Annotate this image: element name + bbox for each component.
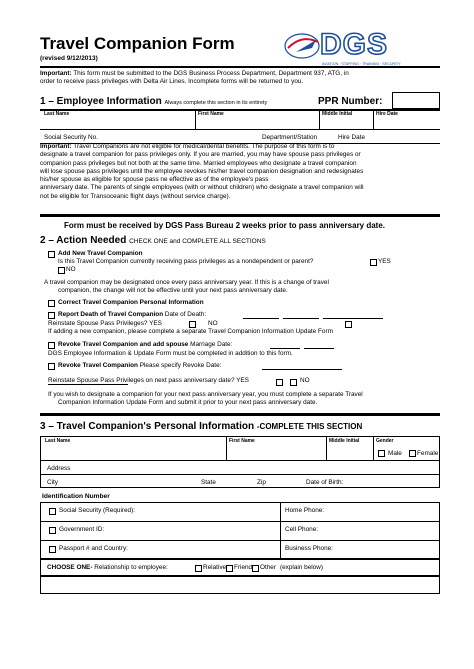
companion-col-first: First Name	[229, 438, 255, 444]
city-label: City	[47, 479, 59, 486]
companion-first-name-field[interactable]	[229, 446, 324, 458]
ppr-label: PPR Number:	[318, 96, 383, 107]
section2-title: 2 – Action Needed CHECK ONE and COMPLETE ALL SECTIONS	[40, 235, 266, 246]
logo-tagline: AVIATION · STAFFING · TRAINING · SECURITY	[322, 62, 401, 66]
revoke-date-label: Please specify Revoke Date:	[139, 362, 222, 369]
revoke-companion-checkbox[interactable]	[48, 363, 55, 370]
date-of-death-label: Date of Death:	[164, 311, 207, 318]
city-field[interactable]	[60, 477, 195, 487]
receiving-no-checkbox[interactable]	[58, 267, 65, 274]
business-phone-label: Business Phone:	[285, 545, 333, 552]
state-field[interactable]	[221, 477, 253, 487]
important-label: Important:	[40, 70, 72, 77]
passport-checkbox[interactable]	[49, 546, 56, 553]
employee-middle-initial-field[interactable]	[322, 117, 372, 128]
companion-col-gender: Gender	[376, 438, 394, 444]
revoke-date-field[interactable]	[262, 369, 342, 370]
col-first-name: First Name	[198, 111, 224, 117]
cell-phone-label: Cell Phone:	[285, 526, 319, 533]
correct-info-checkbox[interactable]	[48, 300, 55, 307]
home-phone-label: Home Phone:	[285, 507, 325, 514]
reinstate-next-no-checkbox[interactable]	[290, 379, 297, 386]
receiving-yes-checkbox[interactable]	[370, 259, 377, 266]
identification-heading: Identification Number	[42, 493, 110, 500]
section2-subtitle: CHECK ONE and COMPLETE ALL SECTIONS	[129, 238, 266, 245]
state-label: State	[201, 479, 216, 486]
important2-label: Important:	[40, 143, 72, 150]
relationship-line	[47, 564, 168, 571]
reinstate-no-checkbox[interactable]	[345, 321, 352, 328]
add-companion-question: Is this Travel Companion currently receiving pass privileges as a nondependent or parent?	[58, 258, 314, 265]
ssn-label: Social Security No.	[44, 134, 98, 141]
gender-female-checkbox[interactable]	[409, 450, 416, 457]
revoke-companion-label: Revoke Travel Companion	[58, 362, 138, 369]
col-hire-date: Hire Date	[376, 111, 398, 117]
section3-subtitle: -COMPLETE THIS SECTION	[256, 422, 363, 431]
revoke-add-spouse-row	[58, 341, 232, 348]
designate-note-line2: Companion Information Update Form and submit it prior to your next pass anniversary date.	[58, 399, 318, 406]
address-label: Address	[47, 465, 71, 472]
companion-ssn-label: Social Security (Required):	[59, 507, 136, 514]
employee-first-name-field[interactable]	[198, 117, 318, 128]
choose-one-label: CHOOSE ONE-	[47, 564, 93, 571]
employee-hire-date-field[interactable]	[376, 117, 438, 128]
address-field[interactable]	[78, 463, 438, 473]
relationship-label: Relationship to employee:	[94, 564, 168, 571]
dob-field[interactable]	[355, 477, 437, 487]
deadline-notice: Form must be received by DGS Pass Bureau 2 weeks prior to pass anniversary date.	[64, 221, 386, 230]
change-note-line1: A travel companion may be designated once every pass anniversary year. If this is a change of travel	[44, 279, 329, 286]
section-divider-2	[40, 413, 440, 416]
date-of-death-field[interactable]	[243, 318, 279, 319]
report-death-label: Report Death of Travel Companion	[58, 311, 164, 318]
revoke-add-spouse-checkbox[interactable]	[48, 342, 55, 349]
relative-label: Relative	[203, 564, 227, 571]
companion-middle-initial-field[interactable]	[329, 446, 371, 458]
gender-female-label: Female	[417, 450, 439, 457]
dob-label: Date of Birth:	[306, 479, 344, 486]
revoke-companion-row	[58, 362, 221, 369]
friend-label: Friend	[234, 564, 253, 571]
gov-id-label: Government ID:	[59, 526, 105, 533]
section3-title: 3 – Travel Companion's Personal Information -COMPLETE THIS SECTION	[40, 421, 363, 432]
marriage-date-field[interactable]	[270, 348, 300, 349]
reinstate-next-yes-checkbox[interactable]	[276, 379, 283, 386]
revoke-add-note: DGS Employee Information & Update Form must be completed in addition to this form.	[48, 350, 293, 357]
companion-col-middle: Middle Initial	[329, 438, 360, 444]
designate-note-line1: If you wish to designate a companion for your next pass anniversary year, you must complete a separate Travel	[48, 391, 363, 398]
companion-last-name-field[interactable]	[45, 446, 223, 458]
change-note-line2: companion, the change will not be effective until your next pass anniversary date.	[58, 287, 288, 294]
correct-info-label: Correct Travel Companion Personal Information	[58, 299, 204, 306]
friend-checkbox[interactable]	[226, 565, 233, 572]
revised-date: (revised 9/12/2013)	[40, 55, 98, 62]
important-line2: order to receive pass privileges with Delta Air Lines. Incomplete forms will be returned to you.	[40, 78, 304, 86]
marriage-date-label: Marriage Date:	[190, 341, 233, 348]
important-notice	[40, 70, 440, 87]
zip-label: Zip	[257, 479, 266, 486]
other-label: Other	[260, 564, 276, 571]
eligibility-notice: Important: Travel Companions are not eligible for medical/dental benefits. The purpose of this form is to designate a travel companion for pass privileges only. If you are married, you may have spouse pass privileges or companion pass privileges but not both at the same time. Married employees who designate a travel companion will lose spouse pass privileges until the employee revokes his/her travel companion designation and redesignates his/her spouse as eligible for spouse pass ne effective as of the employee's pass anniversary date. The parents of single employees (with or without children) who designate a travel companion will not be eligible for Transoceanic flight days (without service charge).	[40, 143, 364, 200]
gender-male-label: Male	[388, 450, 402, 457]
employee-last-name-field[interactable]	[44, 117, 194, 128]
receiving-no-label: NO	[66, 266, 76, 273]
important-line1: This form must be submitted to the DGS Business Process Department, Department 937, ATG, in	[73, 70, 349, 77]
gender-male-checkbox[interactable]	[378, 450, 385, 457]
explain-field[interactable]	[40, 576, 440, 594]
section-divider-1	[40, 214, 440, 217]
ppr-number-field[interactable]	[392, 92, 440, 109]
form-title: Travel Companion Form	[40, 34, 235, 53]
reinstate-question: Reinstate Spouse Pass Privileges? YES	[48, 320, 162, 327]
passport-label: Passport # and Country:	[59, 545, 128, 552]
reinstate-no-label: NO	[208, 320, 218, 327]
death-note: If adding a new companion, please complete a separate Travel Companion Information Update Form	[48, 328, 333, 335]
add-companion-checkbox[interactable]	[48, 251, 55, 258]
zip-field[interactable]	[271, 477, 303, 487]
companion-col-last: Last Name	[45, 438, 71, 444]
ssn-checkbox[interactable]	[49, 508, 56, 515]
col-middle-initial: Middle Initial	[322, 111, 353, 117]
reinstate-next-question: Reinstate Spouse Pass Privileges on next pass anniversary date? YES	[48, 377, 249, 384]
hire-date-label: Hire Date	[338, 134, 365, 141]
dgs-logo	[282, 26, 428, 70]
section1-title: 1 – Employee Information Always complete this section in its entirety	[40, 96, 268, 107]
section1-note: Always complete this section in its entirety	[164, 100, 268, 106]
dept-station-label: Department/Station	[262, 134, 318, 141]
explain-label: (explain below)	[280, 564, 323, 571]
add-companion-label: Add New Travel Companion	[58, 250, 143, 257]
col-last-name: Last Name	[44, 111, 70, 117]
reinstate-next-no-label: NO	[300, 377, 310, 384]
relative-checkbox[interactable]	[195, 565, 202, 572]
revoke-add-spouse-label: Revoke Travel Companion and add spouse	[58, 341, 189, 348]
gov-id-checkbox[interactable]	[49, 527, 56, 534]
reinstate-yes-checkbox[interactable]	[189, 321, 196, 328]
logo-text: DGS	[320, 28, 389, 61]
receiving-yes-label: YES	[378, 258, 391, 265]
other-checkbox[interactable]	[252, 565, 259, 572]
report-death-row	[58, 311, 206, 318]
header-rule	[40, 66, 440, 68]
report-death-checkbox[interactable]	[48, 312, 55, 319]
